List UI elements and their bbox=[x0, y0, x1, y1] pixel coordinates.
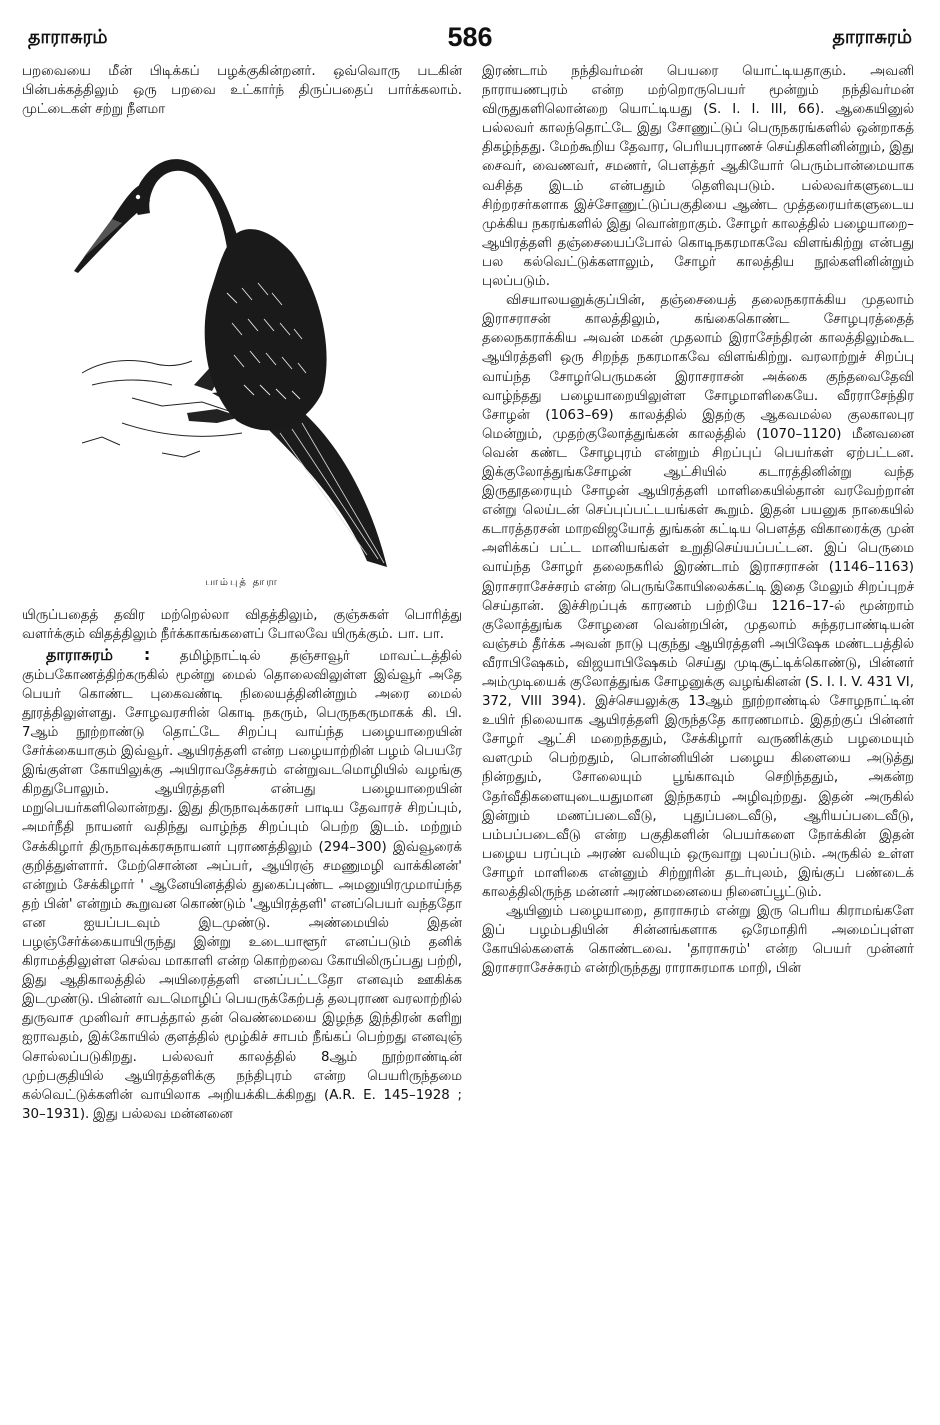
after-figure-paragraph bbox=[22, 606, 462, 644]
after-figure-text: யிருப்பதைத் தவிர மற்றெல்லா விதத்திலும், குஞ்சுகள் பொரித்து வளர்க்கும் விதத்திலும் நீர்க்காகங்களைப் போலவே யிருக்கும். bbox=[22, 608, 462, 643]
right-paragraph-2: விசயாலயனுக்குப்பின், தஞ்சையைத் தலைநகராக்கிய முதலாம் இராசராசன் காலத்திலும், கங்கைகொண்ட சோழபுரத்தைத் தலைநகராக்கிய அவன் மகன் முதலாம் இராசேந்திரன் காலத்திலும்கூட ஆயிரத்தளி ஒரு சிறந்த நகரமாகவே விளங்கிற்று. வரலாற்றுச் சிறப்பு வாய்ந்த சோழர்பெருமகன் இராசராசன் அக்கை குந்தவைதேவி வாழ்ந்தது பழையாறையிலுள்ள சோழமாளிகையே. வீரராசேந்திர சோழன் (1063–69) காலத்தில் இதற்கு ஆகவமல்ல குலகாலபுர மென்றும், முதற்குலோத்துங்கன் காலத்தில் (1070–1120) மீனவனை வென் கண்ட சோழபுரம் என்றும் சிறப்புப் பெயர்கள் ஏற்பட்டன. இக்குலோத்துங்கசோழன் ஆட்சியில் கடாரத்தினின்று வந்த இருதூதரையும் சோழன் ஆயிரத்தளி மாளிகையில்தான் வரவேற்றான் என்று லெய்டன் செப்புப்பட்டயங்கள் கூறும். இதன் பயனுக நாகையில் கடாரத்தரசன் மாறவிஜயோத் துங்கன் கட்டிய பௌத்த விகாரைக்கு முன் அளிக்கப் பட்ட மானியங்கள் உறுதிசெய்யப்பட்டன. இப் பெருமை வாய்ந்த சோழர் தலைநகரில் இரண்டாம் இராசராசன் (1146–1163) இராசராசேச்சரம் என்ற பெருங்கோயிலைக்கட்டி இதை மேலும் சிறப்புறச் செய்தான். இச்சிறப்புக் காரணம் பற்றியே 1216–17-ல் மூன்றாம் குலோத்துங்க சோழனை வென்றபின், முதலாம் சுந்தரபாண்டியன் வஞ்சம் தீர்க்க அவன் நாடு புகுந்து ஆயிரத்தளி அபிஷேக மண்டபத்தில் வீராபிஷேகம், விஜயாபிஷேகம் செய்து முடிசூட்டிக்கொண்டு, பின்னர் அம்முடியைக் குலோத்துங்க சோழனுக்கு வழங்கினன் (S. I. I. V. 431 VI, 372, VIII 394). இச்செயலுக்கு 13ஆம் நூற்றாண்டில் சோழநாட்டின் உயிர் நிலையாக ஆயிரத்தளி இருந்ததே காரணமாம். இதற்குப் பின்னர் சோழர் ஆட்சி மறைந்ததும், சேக்கிழார் வருணிக்கும் பழமையும் வளமும் பெற்றதும், பொன்னியின் பழைய கிளையை அடுத்து நின்றதும், சோலையும் பூங்காவும் செறிந்ததும், அகன்ற தேர்வீதிகளையுடையதுமான இந்நகரம் அழிவுற்றது. இதன் அருகில் இன்றும் மணப்படைவீடு, புதுப்படைவீடு, ஆரியப்படைவீடு, பம்பப்படைவீடு என்ற பகுதிகளின் பெயர்களை நோக்கின் இதன் பழைய பரப்பும் அரண் வலியும் ஒருவாறு புலப்படும். அருகில் உள்ள சோழர் மாளிகை என்னும் சிற்றூரின் தடர்புலம், இங்குப் பண்டைக் காலத்திலிருந்த மன்னர் அரண்மனையை நினைப்பூட்டும். bbox=[482, 293, 914, 901]
darter-illustration bbox=[22, 123, 462, 573]
author-signature: பா. பா. bbox=[397, 627, 444, 643]
right-paragraph-1: இரண்டாம் நந்திவர்மன் பெயரை யொட்டியதாகும். அவனி நாராயணபுரம் என்ற மற்றொருபெயர் மூன்றும் நந்திவர்மன் விருதுகளிலொன்றை யொட்டியது (S. I. I. III, 66). ஆகையினுல் பல்லவர் காலந்தொட்டே இது சோணுட்டுப் பெருநகரங்களில் ஒன்றாகத் திகழ்ந்தது. மேற்கூறிய தேவார, பெரியபுராணச் செய்திகளினின்றும், இது சைவர், வைணவர், சமணர், பௌத்தர் ஆகியோர் பெரும்பான்மையாக வசித்த இடம் என்பதும் தெளிவுபடும். பல்லவர்களுடைய சிற்றரசர்களாக இச்சோணுட்டுப்பகுதியை ஆண்ட முத்தரையர்களுடைய முக்கிய நகரங்களில் இது வொன்றாகும். சோழர் காலத்தில் பழையாறை–ஆயிரத்தளி தஞ்சையைப்போல் கொடிநகரமாகவே விளங்கிற்று என்பது பல கல்வெட்டுக்களாலும், சோழர் காலத்திய நூல்களினின்றும் புலப்படும். bbox=[482, 64, 914, 290]
running-title-left: தாராசுரம் bbox=[28, 26, 108, 48]
darter-bird-drawing bbox=[22, 123, 462, 573]
figure-caption: பாம்புத் தாரா bbox=[205, 577, 279, 589]
right-paragraph-3: ஆயினும் பழையாறை, தாராசுரம் என்று இரு பெரிய கிராமங்களே இப் பழம்பதியின் சின்னங்களாக ஒரேமாதிரி அமைப்புள்ள கோயில்களைக் கொண்டவை. 'தாராசுரம்' என்ற பெயர் முன்னர் இராசராசேச்சுரம் என்றிருந்தது ராராசுரமாக மாறி, பின் bbox=[482, 904, 914, 977]
running-title-right: தாராசுரம் bbox=[832, 26, 912, 48]
right-column bbox=[482, 62, 914, 979]
entry-text: தமிழ்நாட்டில் தஞ்சாவூர் மாவட்டத்தில் கும்பகோணத்திற்கருகில் மூன்று மைல் தொலைவிலுள்ள இவ்வூர் அதே பெயர் கொண்ட புகைவண்டி நிலையத்தினின்றும் அரை மைல் தூரத்திலுள்ளது. சோழவரசரின் கொடி நகரும், பெருநகருமாகக் கி. பி. 7ஆம் நூற்றாண்டு தொட்டே சிறப்பு வாய்ந்த பழையாறையின் சேர்க்கையாகும் இவ்வூர். ஆயிரத்தளி என்ற பழையாற்றின் பழம் பெயரே இங்குள்ள கோயிலுக்கு அயிராவதேச்சுரம் என்றுவடமொழியில் வழங்கு கிறதுபோலும். ஆயிரத்தளி என்பது பழையாறையின் மறுபெயர்களிலொன்றது. இது திருநாவுக்கரசர் பாடிய தேவாரச் சிறப்பும், அமர்நீதி நாயனர் வதிந்து வாழ்ந்த சிறப்பும் பெற்ற இடம். மற்றும் சேக்கிழார் திருநாவுக்கரசுநாயனர் புராணத்திலும் (294–300) இவ்வூரைக் குறித்துள்ளார். மேற்சொன்ன அப்பர், ஆயிரஞ் சமணுமழி வாக்கினன்' என்றும் சேக்கிழார் ' ஆனேயினத்தில் துகைப்புண்ட அமனுயிரமுமாய்ந்த தற் பின்' என்றும் கூறுவன கொண்டும் 'ஆயிரத்தளி' எனப்பெயர் வந்ததோ என ஐயப்படவும் இடமுண்டு. அண்மையில் இதன் பழஞ்சேர்க்கையாயிருந்து இன்று உடையாளூர் எனப்படும் தனிக் கிராமத்திலுள்ள செல்வ மாகாளி என்ற கொற்றவை கோயிலிருப்பது பற்றி, இது ஆதிகாலத்தில் அயிரைத்தளி எனப்பட்டதோ எனவும் ஊகிக்க இடமுண்டு. பின்னர் வடமொழிப் பெயருக்கேற்பத் தலபுராண வரலாற்றில் துருவாச முனிவர் சாபத்தால் தன் வெண்மையை இழந்த இந்திரன் களிறு ஐராவதம், இக்கோயில் குளத்தில் மூழ்கிச் சாபம் நீங்கப் பெற்றது எனவுஞ் சொல்லப்படுகிறது. பல்லவர் காலத்தில் 8ஆம் நூற்றாண்டின் முற்பகுதியில் ஆயிரத்தளிக்கு நந்திபுரம் என்ற பெயரிருந்தமை கல்வெட்டுக்களின் வாயிலாக அறியக்கிடக்கிறது (A.R. E. 145–1928 ; 30–1931). இது பல்லவ மன்னனை bbox=[22, 648, 462, 1122]
entry-title: தாராசுரம் : bbox=[46, 644, 151, 664]
entry-paragraph bbox=[22, 645, 462, 1124]
left-column bbox=[22, 62, 462, 1124]
page-header bbox=[24, 22, 916, 62]
page-number: 586 bbox=[447, 22, 493, 52]
intro-paragraph: பறவையை மீன் பிடிக்கப் பழக்குகின்றனர். ஒவ்வொரு படகின் பின்பக்கத்திலும் ஒரு பறவை உட்கார்ந் திருப்பதைப் பார்க்கலாம். முட்டைகள் சற்று நீளமா bbox=[22, 64, 462, 118]
